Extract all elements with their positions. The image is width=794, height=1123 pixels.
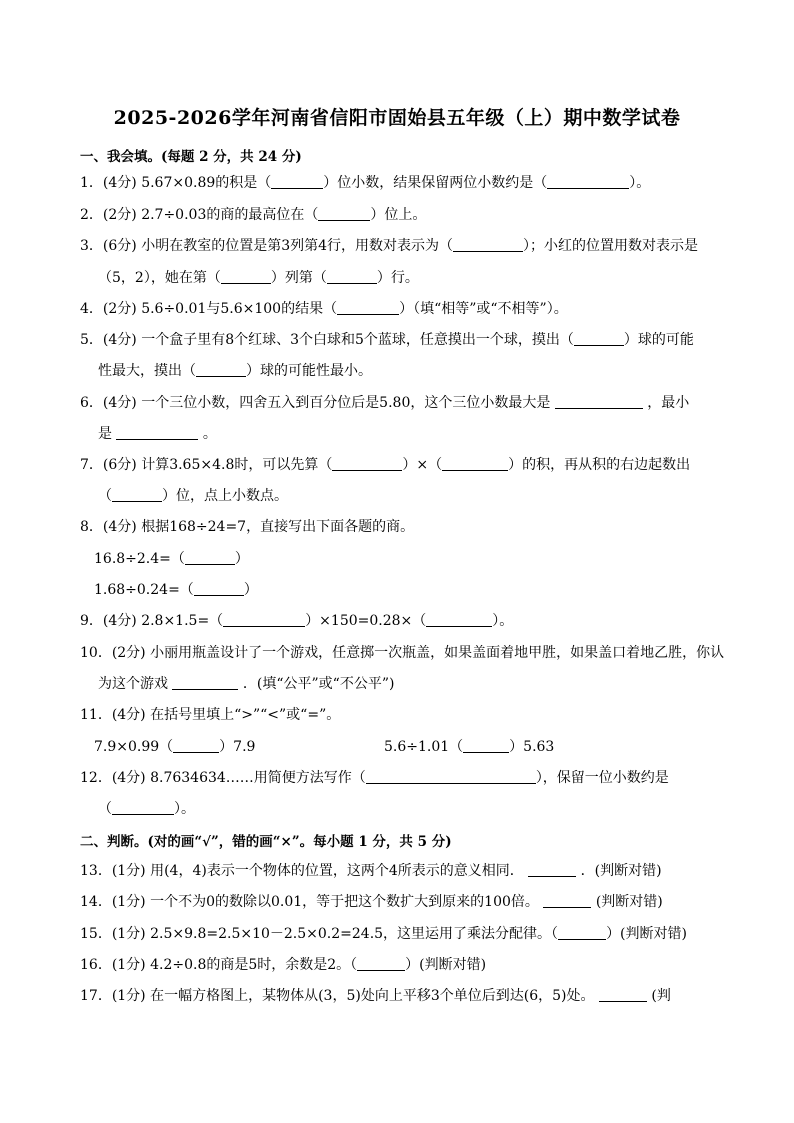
question-8-part-2: 1.68÷0.24=（ ） [94, 582, 258, 598]
question-6-cont: 是 。 [98, 426, 217, 442]
question-7: 7．(6分) 计算3.65×4.8时，可以先算（ ）×（ ）的积，再从积的右边起数出 [80, 457, 691, 473]
question-5: 5．(4分) 一个盒子里有8个红球、3个白球和5个蓝球，任意摸出一个球，摸出（ ）球的可能 [80, 332, 694, 348]
question-10-cont: 为这个游戏 ．(填“公平”或“不公平”) [98, 676, 395, 692]
question-12: 12．(4分) 8.7634634……用简便方法写作（ ），保留一位小数约是 [80, 770, 669, 786]
question-11: 11．(4分) 在括号里填上“>”“<”或“=”。 [80, 707, 341, 723]
question-3-cont: （5，2），她在第（ ）列第（ ）行。 [98, 270, 419, 286]
answer-blank[interactable] [574, 331, 624, 346]
question-11-part-1: 7.9×0.99（ ）7.9 [94, 739, 256, 755]
question-11-part-2: 5.6÷1.01（ ）5.63 [384, 739, 555, 755]
answer-blank[interactable] [599, 987, 647, 1002]
question-8-part-1: 16.8÷2.4=（ ） [94, 551, 249, 567]
answer-blank[interactable] [116, 425, 198, 440]
answer-blank[interactable] [463, 738, 509, 753]
answer-blank[interactable] [172, 675, 238, 690]
question-10: 10．(2分) 小丽用瓶盖设计了一个游戏，任意掷一次瓶盖，如果盖面着地甲胜，如果盖口着地乙胜，你认 [80, 645, 725, 661]
answer-blank[interactable] [366, 769, 536, 784]
question-9: 9．(4分) 2.8×1.5=（ ）×150=0.28×（ ）。 [80, 613, 514, 629]
answer-blank[interactable] [442, 456, 508, 471]
answer-blank[interactable] [332, 456, 402, 471]
question-14: 14．(1分) 一个不为0的数除以0.01，等于把这个数扩大到原来的100倍。 (判断对错) [80, 894, 663, 910]
answer-blank[interactable] [543, 893, 591, 908]
question-7-cont: （ ）位，点上小数点。 [98, 488, 288, 504]
question-6: 6．(4分) 一个三位小数，四舍五入到百分位后是5.80，这个三位小数最大是 ，最小 [80, 395, 690, 411]
answer-blank[interactable] [112, 800, 174, 815]
question-17: 17．(1分) 在一幅方格图上，某物体从(3，5)处向上平移3个单位后到达(6，5)处。 (判 [80, 988, 671, 1004]
answer-blank[interactable] [327, 269, 377, 284]
answer-blank[interactable] [426, 612, 492, 627]
answer-blank[interactable] [318, 206, 370, 221]
section-2-heading: 二、判断。(对的画“√”，错的画“×”。每小题 1 分，共 5 分) [80, 834, 452, 850]
section-1-heading: 一、我会填。(每题 2 分，共 24 分) [80, 149, 302, 165]
answer-blank[interactable] [173, 738, 219, 753]
question-5-cont: 性最大，摸出（ ）球的可能性最小。 [98, 363, 372, 379]
question-8: 8．(4分) 根据168÷24=7，直接写出下面各题的商。 [80, 519, 415, 535]
question-3: 3．(6分) 小明在教室的位置是第3列第4行，用数对表示为（ ）；小红的位置用数对表示是 [80, 238, 699, 254]
answer-blank[interactable] [555, 394, 643, 409]
answer-blank[interactable] [185, 550, 235, 565]
question-15: 15．(1分) 2.5×9.8=2.5×10－2.5×0.2=24.5，这里运用了乘法分配律。（ ）(判断对错) [80, 926, 687, 942]
question-4: 4．(2分) 5.6÷0.01与5.6×100的结果（ ）（填“相等”或“不相等”）。 [80, 301, 568, 317]
answer-blank[interactable] [196, 362, 246, 377]
answer-blank[interactable] [221, 269, 271, 284]
answer-blank[interactable] [558, 925, 606, 940]
answer-blank[interactable] [271, 174, 323, 189]
exam-title: 2025-2026学年河南省信阳市固始县五年级（上）期中数学试卷 [113, 107, 681, 129]
question-1: 1．(4分) 5.67×0.89的积是（ ）位小数，结果保留两位小数约是（ ）。 [80, 175, 651, 191]
answer-blank[interactable] [112, 487, 162, 502]
question-16: 16．(1分) 4.2÷0.8的商是5时，余数是2。（ ）(判断对错) [80, 957, 487, 973]
answer-blank[interactable] [357, 956, 405, 971]
answer-blank[interactable] [337, 300, 399, 315]
question-13: 13．(1分) 用(4，4)表示一个物体的位置，这两个4所表示的意义相同． ．(判断对错) [80, 863, 662, 879]
answer-blank[interactable] [223, 612, 305, 627]
answer-blank[interactable] [453, 237, 523, 252]
answer-blank[interactable] [194, 581, 244, 596]
answer-blank[interactable] [528, 862, 576, 877]
question-2: 2．(2分) 2.7÷0.03的商的最高位在（ ）位上。 [80, 207, 427, 223]
question-12-cont: （ ）。 [98, 801, 195, 817]
answer-blank[interactable] [547, 174, 629, 189]
